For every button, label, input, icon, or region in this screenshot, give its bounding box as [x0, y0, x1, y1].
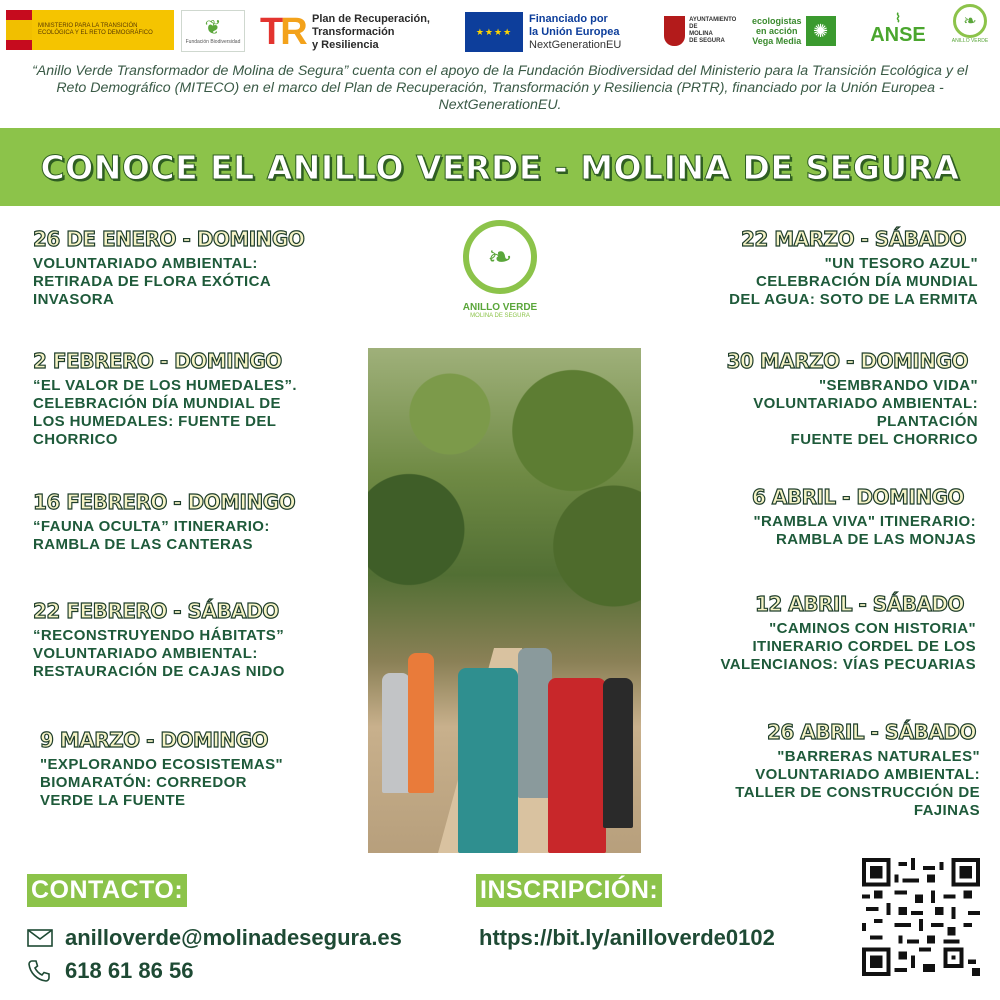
shield-icon	[664, 16, 685, 46]
hikers-photo	[368, 348, 641, 853]
qr-code-icon[interactable]	[862, 858, 980, 976]
anillo-verde-logo: ❧ ANILLO VERDE MOLINA DE SEGURA	[455, 220, 545, 330]
sun-icon: ✺	[806, 16, 836, 46]
anillo-verde-icon: ❧	[463, 220, 537, 294]
ecologistas-logo: ecologistas en acción Vega Media ✺	[752, 12, 848, 50]
fundacion-biodiversidad-logo: ❦ Fundación Biodiversidad	[181, 10, 245, 52]
event-date: 2 FEBRERO - DOMINGO	[33, 349, 282, 373]
email-address[interactable]: anilloverde@molinadesegura.es	[65, 925, 402, 950]
event-date: 26 DE ENERO - DOMINGO	[33, 227, 305, 251]
sponsor-logos	[0, 0, 1000, 62]
hiker	[603, 678, 633, 828]
ministerio-text: MINISTERIO PARA LA TRANSICIÓN ECOLÓGICA Y EL RETO DEMOGRÁFICO	[38, 23, 153, 36]
event-date: 30 MARZO - DOMINGO	[726, 349, 968, 373]
event-description: VOLUNTARIADO AMBIENTAL: RETIRADA DE FLORA EXÓTICA INVASORA	[33, 255, 272, 308]
intro-text: “Anillo Verde Transformador de Molina de Segura” cuenta con el apoyo de la Fundación Biodiversidad del Ministerio para la Transición Ecológica y el Reto Demográfico (MITECO) en el marco del Plan de Recuperación, Transformación y Resiliencia (PRTR), financiado por la Unión Europea - NextGenerationEU.	[32, 63, 968, 113]
event-description: "SEMBRANDO VIDA" VOLUNTARIADO AMBIENTAL: PLANTACIÓN FUENTE DEL CHORRICO	[753, 377, 978, 448]
event-description: “EL VALOR DE LOS HUMEDALES”. CELEBRACIÓN DÍA MUNDIAL DE LOS HUMEDALES: FUENTE DEL CHORRICO	[33, 377, 297, 448]
contact-heading: CONTACTO:	[27, 874, 187, 907]
trees	[368, 348, 641, 678]
prtr-logo: TR Plan de Recuperación, Transformación y Resiliencia	[260, 10, 430, 53]
event-date: 9 MARZO - DOMINGO	[40, 728, 268, 752]
event-description: "RAMBLA VIVA" ITINERARIO: RAMBLA DE LAS MONJAS	[753, 513, 976, 548]
event-description: "UN TESORO AZUL" CELEBRACIÓN DÍA MUNDIAL DEL AGUA: SOTO DE LA ERMITA	[729, 255, 978, 308]
event-description: "EXPLORANDO ECOSISTEMAS" BIOMARATÓN: CORREDOR VERDE LA FUENTE	[40, 756, 284, 809]
phone-icon	[27, 959, 51, 983]
ayuntamiento-logo: AYUNTAMIENTO DE MOLINA DE SEGURA	[664, 11, 744, 51]
registration-heading: INSCRIPCIÓN:	[476, 874, 662, 907]
anillo-verde-icon: ❧	[953, 4, 987, 38]
hiker	[548, 678, 606, 853]
event-date: 6 ABRIL - DOMINGO	[751, 485, 964, 509]
hiker	[408, 653, 434, 793]
title-banner	[0, 128, 1000, 206]
event-date: 22 FEBRERO - SÁBADO	[33, 599, 279, 623]
event-item	[640, 349, 978, 449]
event-item	[33, 490, 363, 554]
event-date: 22 MARZO - SÁBADO	[740, 227, 966, 251]
event-date: 16 FEBRERO - DOMINGO	[33, 490, 296, 514]
event-item	[640, 720, 980, 820]
anse-logo: ⌇ ANSE	[870, 11, 926, 46]
event-item	[40, 728, 360, 810]
eu-flag-icon: ★★★★	[465, 12, 523, 52]
event-item	[640, 485, 976, 549]
event-item	[33, 227, 363, 309]
contact-phone[interactable]	[27, 958, 193, 984]
leaf-icon: ❦	[204, 17, 222, 39]
spain-flag-icon	[6, 10, 32, 50]
ministerio-logo	[6, 10, 174, 50]
event-description: “RECONSTRUYENDO HÁBITATS” VOLUNTARIADO AMBIENTAL: RESTAURACIÓN DE CAJAS NIDO	[33, 627, 285, 680]
eu-logo: ★★★★ Financiado por la Unión Europea NextGenerationEU	[465, 10, 650, 54]
event-item	[33, 599, 363, 681]
tr-mark-icon: TR	[260, 10, 305, 53]
registration-link[interactable]: https://bit.ly/anilloverde0102	[479, 925, 775, 950]
bird-icon: ⌇	[895, 11, 901, 25]
page-title: CONOCE EL ANILLO VERDE - MOLINA DE SEGURA	[40, 147, 960, 187]
event-item	[640, 592, 976, 674]
event-item	[33, 349, 363, 449]
event-date: 26 ABRIL - SÁBADO	[766, 720, 976, 744]
event-description: “FAUNA OCULTA” ITINERARIO: RAMBLA DE LAS CANTERAS	[33, 518, 270, 553]
event-description: "CAMINOS CON HISTORIA" ITINERARIO CORDEL DE LOS VALENCIANOS: VÍAS PECUARIAS	[720, 620, 976, 673]
contact-email[interactable]	[27, 925, 402, 951]
envelope-icon	[27, 929, 53, 947]
anillo-verde-small-logo: ❧ ANILLO VERDE	[948, 4, 992, 52]
hiker	[458, 668, 518, 853]
event-description: "BARRERAS NATURALES" VOLUNTARIADO AMBIENTAL: TALLER DE CONSTRUCCIÓN DE FAJINAS	[735, 748, 980, 819]
hiker	[518, 648, 552, 798]
event-item	[640, 227, 978, 309]
event-date: 12 ABRIL - SÁBADO	[754, 592, 964, 616]
hiker	[382, 673, 410, 793]
phone-number[interactable]: 618 61 86 56	[65, 958, 194, 983]
